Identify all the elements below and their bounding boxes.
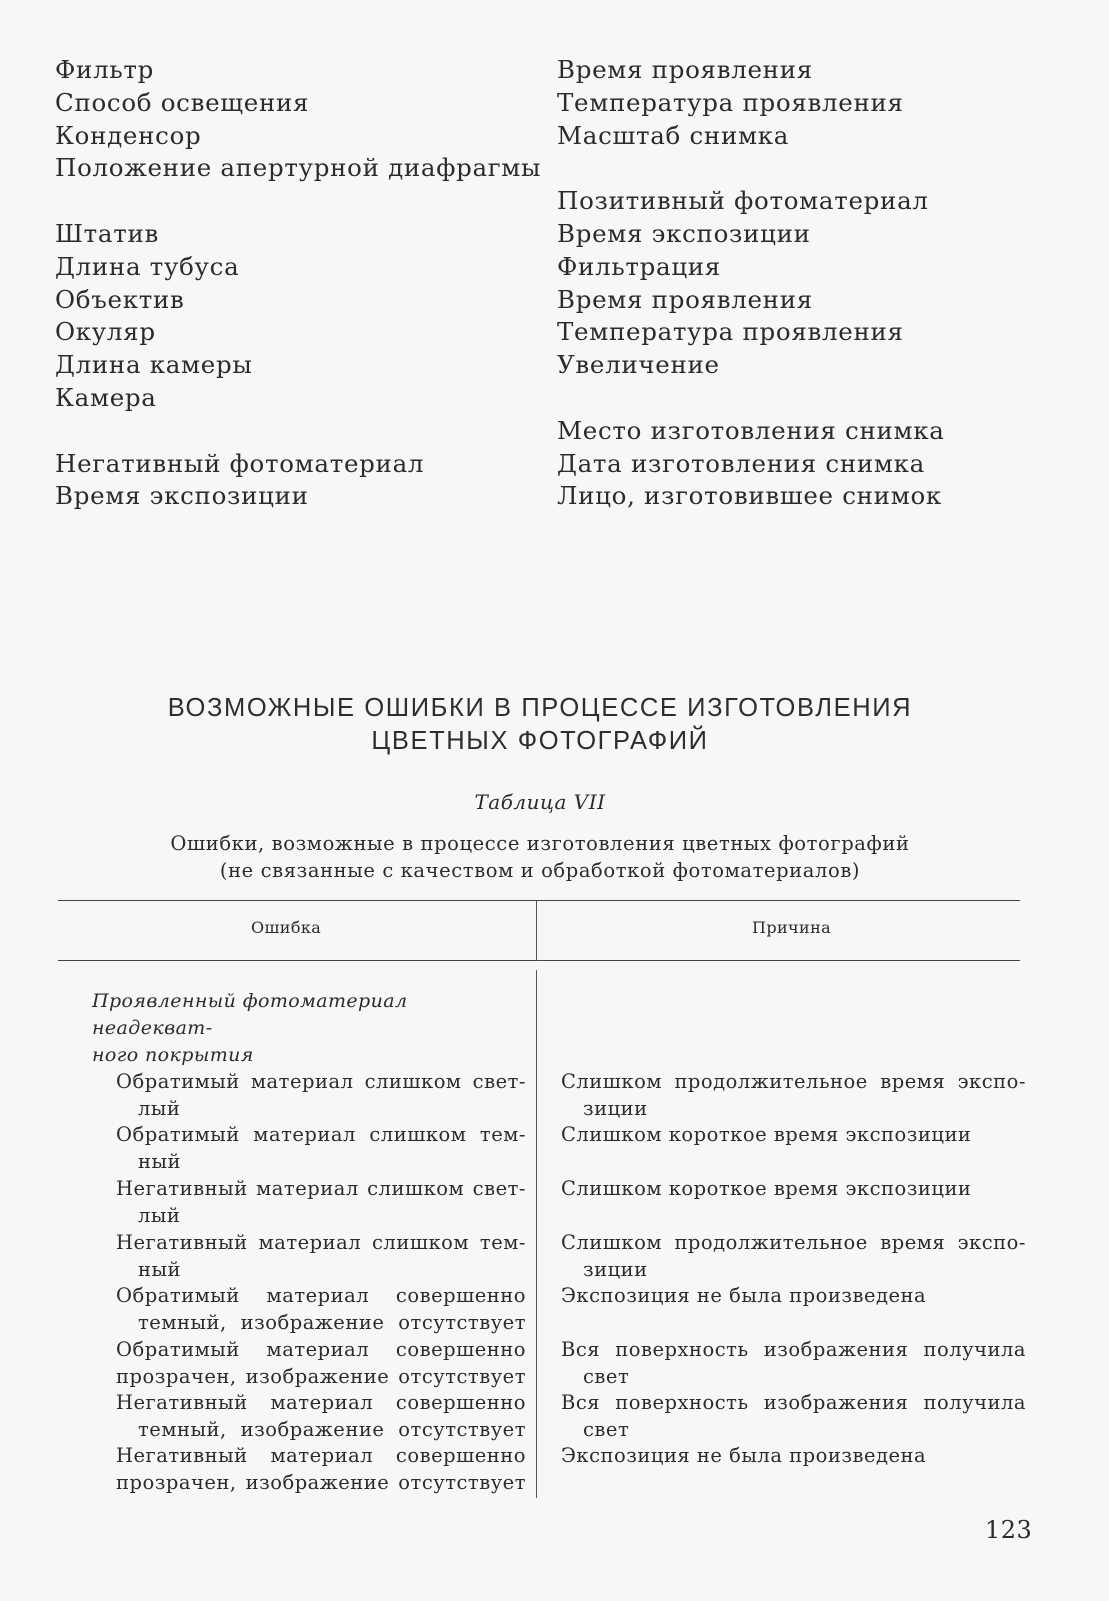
page-number: 123 [985,1516,1033,1544]
heading-line-1: ВОЗМОЖНЫЕ ОШИБКИ В ПРОЦЕССЕ ИЗГОТОВЛЕНИЯ [167,694,913,722]
error-cell [116,1230,526,1283]
error-cell [116,1176,526,1229]
list-item: Время проявления [557,284,813,314]
caption-line-1: Ошибки, возможные в процессе изготовления цветных фотографий [170,832,910,855]
list-item: Камера [55,382,157,412]
error-line: Обратимый материал совершенно [116,1284,526,1307]
error-line: Негативный материал совершенно [116,1444,526,1467]
heading-line-2: ЦВЕТНЫХ ФОТОГРАФИЙ [371,727,709,755]
list-item: Лицо, изготовившее снимок [557,481,942,511]
column-header-cause: Причина [752,918,832,937]
error-line: темный, изображение отсутствует [138,1310,526,1334]
header-column-divider [536,901,537,961]
list-item: Фильтрация [557,251,721,281]
list-item: Конденсор [55,120,202,150]
cause-line: зиции [583,1257,648,1281]
error-cell [116,1069,526,1122]
error-line: Негативный материал слишком тем- [116,1231,526,1254]
cause-line: Экспозиция не была произведена [561,1284,927,1307]
cause-line: Слишком короткое время экспозиции [561,1177,972,1200]
column-header-error: Ошибка [251,918,322,937]
error-line: ный [138,1257,182,1281]
cause-cell [561,1390,1026,1443]
list-item: Температура проявления [557,87,904,117]
list-item: Дата изготовления снимка [557,448,925,478]
error-line: Обратимый материал слишком свет- [116,1070,526,1093]
cause-cell [561,1176,1026,1203]
table-section-title [92,988,522,1069]
cause-line: Слишком продолжительное время экспо- [561,1070,1026,1093]
list-spacer [55,185,525,218]
cause-cell [561,1337,1026,1390]
list-item: Время экспозиции [557,218,811,248]
error-line: темный, изображение отсутствует [138,1417,526,1441]
error-line: прозрачен, изображение отсутствует [116,1364,526,1388]
list-item: Увеличение [557,350,720,380]
section-title-line-2: ного покрытия [92,1044,254,1066]
list-item: Объектив [55,284,185,314]
right-parameter-list [557,54,1077,513]
body-column-divider [536,970,537,1498]
list-item: Позитивный фотоматериал [557,186,929,216]
list-item: Время проявления [557,55,813,84]
error-cell [116,1283,526,1336]
cause-line: Вся поверхность изображения получила [561,1391,1026,1414]
cause-line: зиции [583,1096,648,1120]
error-line: лый [138,1203,181,1227]
list-spacer [557,152,1077,185]
table-header-rule [58,960,1020,961]
list-spacer [557,382,1077,415]
cause-cell [561,1122,1026,1149]
list-item: Окуляр [55,317,156,347]
list-spacer [55,415,525,448]
cause-cell [561,1069,1026,1122]
error-line: Негативный материал совершенно [116,1391,526,1414]
cause-line: Слишком короткое время экспозиции [561,1123,972,1146]
error-line: Негативный материал слишком свет- [116,1177,526,1200]
list-item: Температура проявления [557,317,904,347]
error-cell [116,1443,526,1496]
list-item: Масштаб снимка [557,120,790,150]
section-title-line-1: Проявленный фотоматериал неадекват- [92,990,408,1039]
list-item: Фильтр [55,55,155,84]
caption-line-2: (не связанные с качеством и обработкой фотоматериалов) [219,859,861,882]
section-heading [0,692,1080,758]
list-item: Штатив [55,218,159,248]
cause-line: свет [583,1364,630,1388]
error-line: ный [138,1149,182,1173]
error-line: Обратимый материал слишком тем- [116,1123,526,1146]
error-cell [116,1337,526,1390]
table-caption [0,830,1080,884]
left-parameter-list [55,54,542,513]
cause-line: Экспозиция не была произведена [561,1444,927,1467]
error-cell [116,1122,526,1175]
list-item: Место изготовления снимка [557,415,945,445]
cause-line: Вся поверхность изображения получила [561,1338,1026,1361]
table-top-rule [58,900,1020,901]
list-item: Длина тубуса [55,251,240,281]
list-item: Способ освещения [55,87,310,117]
cause-line: свет [583,1417,630,1441]
error-line: Обратимый материал совершенно [116,1338,526,1361]
cause-cell [561,1283,1026,1310]
list-item: Длина камеры [55,350,253,380]
error-cell [116,1390,526,1443]
cause-cell [561,1443,1026,1470]
error-line: лый [138,1096,181,1120]
cause-line: Слишком продолжительное время экспо- [561,1231,1026,1254]
error-line: прозрачен, изображение отсутствует [116,1470,526,1494]
table-label: Таблица VII [474,790,606,814]
list-item: Время экспозиции [55,481,309,511]
cause-cell [561,1230,1026,1283]
list-item: Положение апертурной диафрагмы [55,153,542,183]
list-item: Негативный фотоматериал [55,448,425,478]
